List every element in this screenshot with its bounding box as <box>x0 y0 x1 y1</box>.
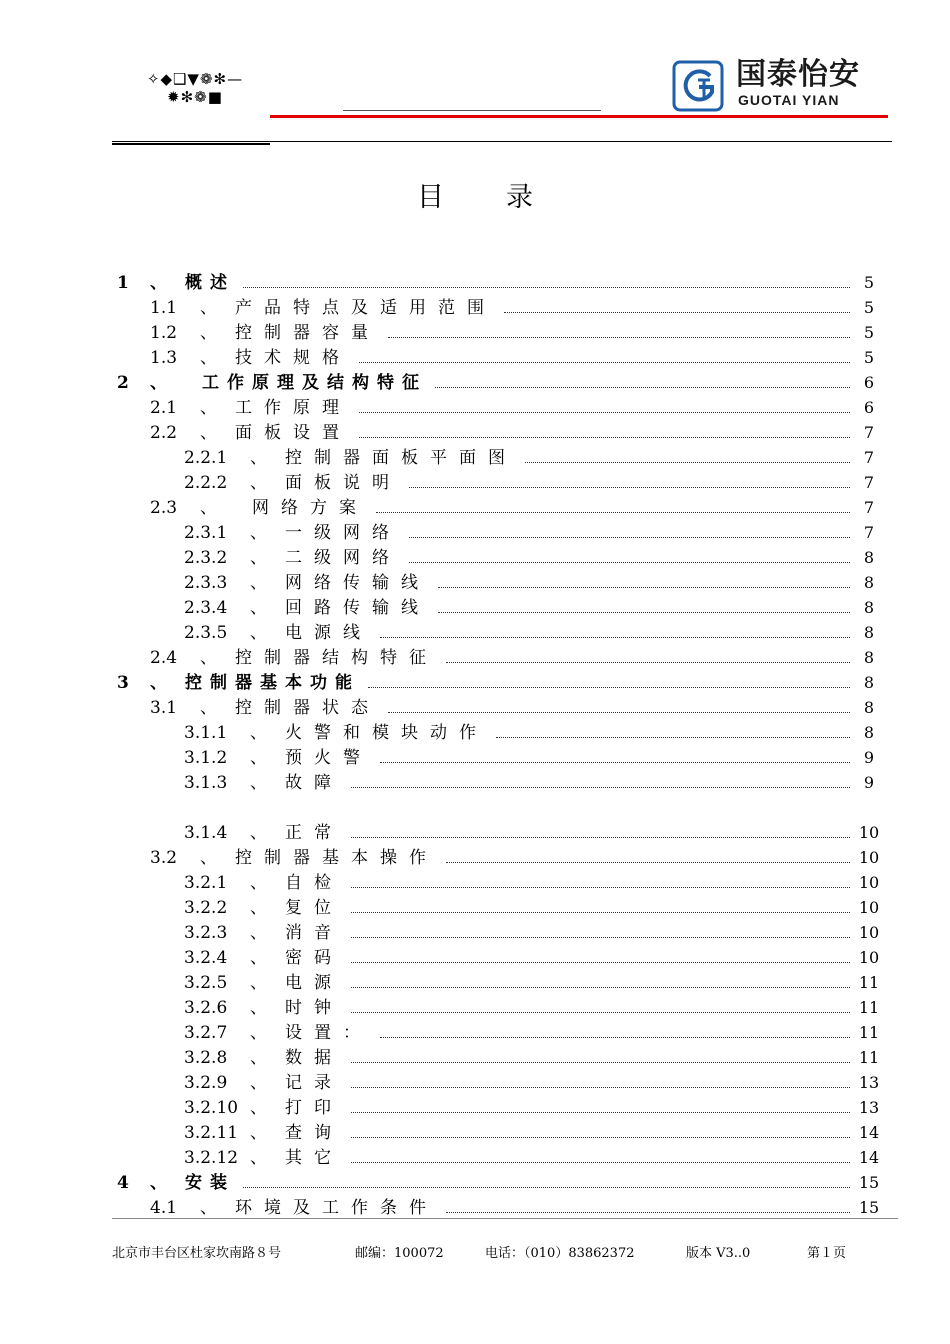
toc-entry-leader <box>435 386 850 388</box>
toc-entry-number: 3.1 <box>150 698 178 718</box>
toc-entry-page: 5 <box>863 323 875 342</box>
toc-entry[interactable] <box>184 721 882 743</box>
toc-entry-leader <box>351 911 850 913</box>
toc-entry-number: 3.2.8 <box>184 1048 228 1068</box>
toc-entry-title: 控制器结构特征 <box>235 648 438 668</box>
toc-entry-leader <box>359 436 850 438</box>
toc-entry-leader <box>351 886 850 888</box>
toc-entry-number: 3.2.2 <box>184 898 228 918</box>
toc-entry-separator: 、 <box>200 498 217 518</box>
toc-entry[interactable] <box>184 821 882 843</box>
toc-entry-leader <box>351 961 850 963</box>
toc-entry-page: 10 <box>858 948 880 967</box>
toc-entry[interactable] <box>150 421 882 443</box>
toc-entry-page: 7 <box>863 473 875 492</box>
toc-entry-number: 3.2.12 <box>184 1148 239 1168</box>
toc-entry-number: 2.3.2 <box>184 548 228 568</box>
toc-entry-title: 网络传输线 <box>285 573 430 593</box>
toc-entry-separator: 、 <box>250 923 267 943</box>
toc-entry-title: 安装 <box>185 1173 235 1193</box>
toc-entry-leader <box>351 1061 850 1063</box>
toc-entry-page: 8 <box>863 623 875 642</box>
toc-entry-title: 工作原理 <box>235 398 351 418</box>
toc-entry-separator: 、 <box>250 873 267 893</box>
toc-entry-leader <box>351 1136 850 1138</box>
toc-entry-title: 查询 <box>285 1123 343 1143</box>
toc-entry-separator: 、 <box>150 1173 167 1193</box>
toc-entry-page: 11 <box>858 973 880 992</box>
toc-entry-leader <box>380 636 850 638</box>
toc-entry-page: 14 <box>858 1148 880 1167</box>
page-title: 目录 <box>417 182 595 213</box>
toc-entry-leader <box>351 1161 850 1163</box>
toc-entry-number: 1.1 <box>150 298 178 318</box>
header-symbols-line2: ✹✻❁■ <box>167 88 223 106</box>
footer-rule <box>112 1218 898 1219</box>
toc-entry-title: 设置： <box>285 1023 372 1043</box>
toc-entry[interactable] <box>184 1021 882 1043</box>
toc-entry-number: 2.3.5 <box>184 623 228 643</box>
toc-entry-leader <box>368 686 850 688</box>
logo-g-icon <box>672 60 724 112</box>
toc-entry[interactable] <box>184 1046 882 1068</box>
toc-entry-page: 8 <box>863 648 875 667</box>
toc-entry-leader <box>351 986 850 988</box>
toc-entry[interactable] <box>184 571 882 593</box>
toc-entry-title: 预火警 <box>285 748 372 768</box>
toc-entry-leader <box>243 1186 850 1188</box>
toc-entry-number: 3.2.10 <box>184 1098 239 1118</box>
toc-entry[interactable] <box>117 271 882 293</box>
toc-entry-number: 2 <box>117 373 129 393</box>
toc-entry-number: 2.2 <box>150 423 178 443</box>
toc-entry-number: 3 <box>117 673 129 693</box>
toc-entry[interactable] <box>184 946 882 968</box>
toc-entry-number: 1 <box>117 273 129 293</box>
toc-entry-title: 消音 <box>285 923 343 943</box>
toc-entry[interactable] <box>184 596 882 618</box>
toc-entry-title: 控制器面板平面图 <box>285 448 517 468</box>
toc-entry-page: 6 <box>863 398 875 417</box>
toc-entry-page: 5 <box>863 298 875 317</box>
toc-entry-number: 3.2.9 <box>184 1073 228 1093</box>
toc-entry[interactable] <box>117 671 882 693</box>
toc-entry-leader <box>351 936 850 938</box>
toc-entry-title: 数据 <box>285 1048 343 1068</box>
toc-entry-page: 10 <box>858 873 880 892</box>
toc-entry[interactable] <box>184 971 882 993</box>
toc-entry-leader <box>446 1211 850 1213</box>
toc-entry-title: 控制器容量 <box>235 323 380 343</box>
toc-entry-leader <box>496 736 850 738</box>
toc-entry-page: 5 <box>863 273 875 292</box>
toc-entry-leader <box>351 1086 850 1088</box>
toc-entry-title: 故障 <box>285 773 343 793</box>
toc-entry-page: 5 <box>863 348 875 367</box>
toc-entry-page: 13 <box>858 1073 880 1092</box>
footer-page-number: 第１页 <box>807 1246 847 1261</box>
toc-entry-leader <box>504 311 850 313</box>
toc-entry-title: 控制器基本功能 <box>185 673 360 693</box>
toc-entry-leader <box>438 586 850 588</box>
toc-entry-separator: 、 <box>250 1048 267 1068</box>
toc-entry-title: 其它 <box>285 1148 343 1168</box>
toc-entry-page: 7 <box>863 423 875 442</box>
toc-entry-title: 控制器状态 <box>235 698 380 718</box>
toc-entry-title: 面板说明 <box>285 473 401 493</box>
toc-entry-page: 11 <box>858 998 880 1017</box>
toc-entry-page: 14 <box>858 1123 880 1142</box>
toc-entry-page: 7 <box>863 498 875 517</box>
toc-entry[interactable] <box>150 696 882 718</box>
toc-entry-separator: 、 <box>250 573 267 593</box>
toc-entry-page: 8 <box>863 698 875 717</box>
toc-entry-separator: 、 <box>250 748 267 768</box>
toc-entry-leader <box>359 411 850 413</box>
toc-entry[interactable] <box>184 1096 882 1118</box>
toc-entry-leader <box>446 861 850 863</box>
toc-entry-page: 15 <box>858 1173 880 1192</box>
toc-entry[interactable] <box>150 296 882 318</box>
toc-entry[interactable] <box>150 321 882 343</box>
toc-entry[interactable] <box>184 746 882 768</box>
toc-entry-number: 2.3.1 <box>184 523 228 543</box>
toc-entry-number: 4.1 <box>150 1198 178 1218</box>
toc-entry-separator: 、 <box>200 423 217 443</box>
toc-entry-page: 7 <box>863 523 875 542</box>
toc-entry-page: 11 <box>858 1048 880 1067</box>
toc-entry-title: 二级网络 <box>285 548 401 568</box>
toc-entry-separator: 、 <box>250 548 267 568</box>
toc-entry-number: 3.1.4 <box>184 823 228 843</box>
footer-version: 版本 V3..0 <box>686 1246 751 1261</box>
toc-entry-separator: 、 <box>250 973 267 993</box>
toc-entry-page: 10 <box>858 923 880 942</box>
toc-entry-title: 正常 <box>285 823 343 843</box>
toc-entry-page: 10 <box>858 823 880 842</box>
toc-entry-leader <box>359 361 850 363</box>
toc-entry-title: 面板设置 <box>235 423 351 443</box>
toc-entry-separator: 、 <box>250 1148 267 1168</box>
toc-entry-leader <box>525 461 850 463</box>
header-symbols-line1: ✧◆❑▼❁✻— <box>146 70 244 88</box>
toc-entry-page: 13 <box>858 1098 880 1117</box>
toc-entry[interactable] <box>184 446 882 468</box>
header-thick-rule <box>112 143 270 145</box>
toc-entry-leader <box>351 1111 850 1113</box>
toc-entry-title: 记录 <box>285 1073 343 1093</box>
toc-entry-page: 8 <box>863 598 875 617</box>
toc-entry-separator: 、 <box>200 323 217 343</box>
toc-entry-title: 环境及工作条件 <box>235 1198 438 1218</box>
toc-entry-page: 8 <box>863 723 875 742</box>
toc-entry[interactable] <box>150 346 882 368</box>
toc-entry-page: 11 <box>858 1023 880 1042</box>
toc-entry-page: 9 <box>863 773 875 792</box>
toc-entry-leader <box>409 561 850 563</box>
toc-entry[interactable] <box>150 646 882 668</box>
toc-entry-title: 概述 <box>185 273 235 293</box>
toc-entry-leader <box>388 711 850 713</box>
toc-entry-separator: 、 <box>200 1198 217 1218</box>
toc-entry-number: 1.2 <box>150 323 178 343</box>
toc-entry[interactable] <box>150 496 882 518</box>
toc-entry-separator: 、 <box>250 1023 267 1043</box>
toc-entry-number: 3.2.7 <box>184 1023 228 1043</box>
toc-entry[interactable] <box>184 871 882 893</box>
toc-entry-number: 1.3 <box>150 348 178 368</box>
toc-entry-title: 复位 <box>285 898 343 918</box>
toc-entry[interactable] <box>184 996 882 1018</box>
toc-entry[interactable] <box>184 771 882 793</box>
toc-entry-leader <box>351 1011 850 1013</box>
toc-entry-title: 打印 <box>285 1098 343 1118</box>
toc-entry-separator: 、 <box>200 648 217 668</box>
toc-entry-separator: 、 <box>250 898 267 918</box>
toc-entry-leader <box>409 486 850 488</box>
toc-entry-separator: 、 <box>250 823 267 843</box>
footer-phone: 电话：（010）83862372 <box>485 1246 635 1261</box>
toc-entry-number: 3.2.6 <box>184 998 228 1018</box>
toc-entry-page: 10 <box>858 848 880 867</box>
toc-entry-page: 8 <box>863 548 875 567</box>
toc-entry-title: 控制器基本操作 <box>235 848 438 868</box>
toc-entry-leader <box>243 286 850 288</box>
toc-entry-title: 时钟 <box>285 998 343 1018</box>
toc-entry[interactable] <box>184 471 882 493</box>
footer-address: 北京市丰台区杜家坎南路８号 <box>112 1246 282 1261</box>
toc-entry-title: 一级网络 <box>285 523 401 543</box>
toc-entry[interactable] <box>184 546 882 568</box>
toc-entry-number: 2.2.1 <box>184 448 228 468</box>
toc-entry-number: 2.4 <box>150 648 178 668</box>
toc-entry-title: 电源 <box>285 973 343 993</box>
toc-entry-separator: 、 <box>200 698 217 718</box>
toc-entry-number: 2.3.4 <box>184 598 228 618</box>
toc-entry[interactable] <box>150 1196 882 1218</box>
toc-entry-title: 火警和模块动作 <box>285 723 488 743</box>
toc-entry-page: 8 <box>863 573 875 592</box>
footer-postcode: 邮编：100072 <box>355 1246 444 1261</box>
toc-entry-number: 2.1 <box>150 398 178 418</box>
toc-entry-page: 15 <box>858 1198 880 1217</box>
toc-entry-page: 7 <box>863 448 875 467</box>
toc-entry-leader <box>409 536 850 538</box>
toc-entry-number: 3.2.3 <box>184 923 228 943</box>
toc-entry-number: 3.2.1 <box>184 873 228 893</box>
toc-entry-number: 4 <box>117 1173 129 1193</box>
toc-entry-separator: 、 <box>250 773 267 793</box>
toc-entry-separator: 、 <box>200 348 217 368</box>
toc-entry-separator: 、 <box>250 1098 267 1118</box>
toc-entry-separator: 、 <box>250 623 267 643</box>
logo-english-name: GUOTAI YIAN <box>738 92 840 108</box>
toc-entry-separator: 、 <box>150 373 167 393</box>
toc-entry-title: 产品特点及适用范围 <box>235 298 496 318</box>
toc-entry-separator: 、 <box>150 273 167 293</box>
toc-entry-leader <box>351 836 850 838</box>
toc-entry-separator: 、 <box>250 1123 267 1143</box>
toc-entry-title: 自检 <box>285 873 343 893</box>
header-symbols <box>120 70 270 106</box>
toc-entry-separator: 、 <box>250 723 267 743</box>
toc-entry-title: 技术规格 <box>235 348 351 368</box>
toc-entry-title: 工作原理及结构特征 <box>202 373 427 393</box>
header-gray-rule <box>343 110 601 111</box>
toc-entry-separator: 、 <box>250 523 267 543</box>
toc-entry-number: 3.2 <box>150 848 178 868</box>
toc-entry[interactable] <box>184 921 882 943</box>
toc-entry-separator: 、 <box>250 1073 267 1093</box>
toc-entry[interactable] <box>184 1071 882 1093</box>
toc-entry[interactable] <box>150 846 882 868</box>
toc-entry-leader <box>351 786 850 788</box>
toc-entry[interactable] <box>150 396 882 418</box>
toc-entry-separator: 、 <box>200 398 217 418</box>
toc-entry-number: 3.2.4 <box>184 948 228 968</box>
logo-chinese-name: 国泰怡安 <box>736 57 860 92</box>
toc-entry-page: 8 <box>863 673 875 692</box>
toc-entry-title: 电源线 <box>285 623 372 643</box>
toc-entry[interactable] <box>184 896 882 918</box>
toc-entry-page: 6 <box>863 373 875 392</box>
toc-entry-separator: 、 <box>250 448 267 468</box>
toc-entry-separator: 、 <box>250 998 267 1018</box>
toc-entry[interactable] <box>184 1121 882 1143</box>
toc-entry-number: 3.2.5 <box>184 973 228 993</box>
toc-entry-number: 2.2.2 <box>184 473 228 493</box>
toc-entry-leader <box>380 761 850 763</box>
toc-entry-separator: 、 <box>250 473 267 493</box>
toc-entry-page: 10 <box>858 898 880 917</box>
toc-entry[interactable] <box>184 621 882 643</box>
toc-entry[interactable] <box>117 371 882 393</box>
toc-entry-number: 3.1.2 <box>184 748 228 768</box>
toc-entry-separator: 、 <box>250 948 267 968</box>
toc-entry-title: 网络方案 <box>252 498 368 518</box>
toc-entry-leader <box>380 1036 850 1038</box>
toc-entry-number: 3.1.1 <box>184 723 228 743</box>
company-logo <box>672 58 872 112</box>
toc-entry[interactable] <box>184 521 882 543</box>
toc-entry-number: 3.2.11 <box>184 1123 239 1143</box>
toc-entry[interactable] <box>117 1171 882 1193</box>
header-thin-rule <box>112 141 892 142</box>
toc-entry-separator: 、 <box>250 598 267 618</box>
toc-entry-number: 3.1.3 <box>184 773 228 793</box>
toc-entry-separator: 、 <box>200 848 217 868</box>
toc-entry-title: 密码 <box>285 948 343 968</box>
header-red-rule <box>270 115 888 118</box>
toc-entry[interactable] <box>184 1146 882 1168</box>
toc-entry-page: 9 <box>863 748 875 767</box>
toc-entry-separator: 、 <box>200 298 217 318</box>
toc-entry-leader <box>376 511 850 513</box>
toc-entry-number: 2.3 <box>150 498 178 518</box>
toc-entry-leader <box>438 611 850 613</box>
toc-entry-title: 回路传输线 <box>285 598 430 618</box>
toc-entry-separator: 、 <box>150 673 167 693</box>
toc-entry-number: 2.3.3 <box>184 573 228 593</box>
toc-entry-leader <box>388 336 850 338</box>
toc-entry-leader <box>446 661 850 663</box>
